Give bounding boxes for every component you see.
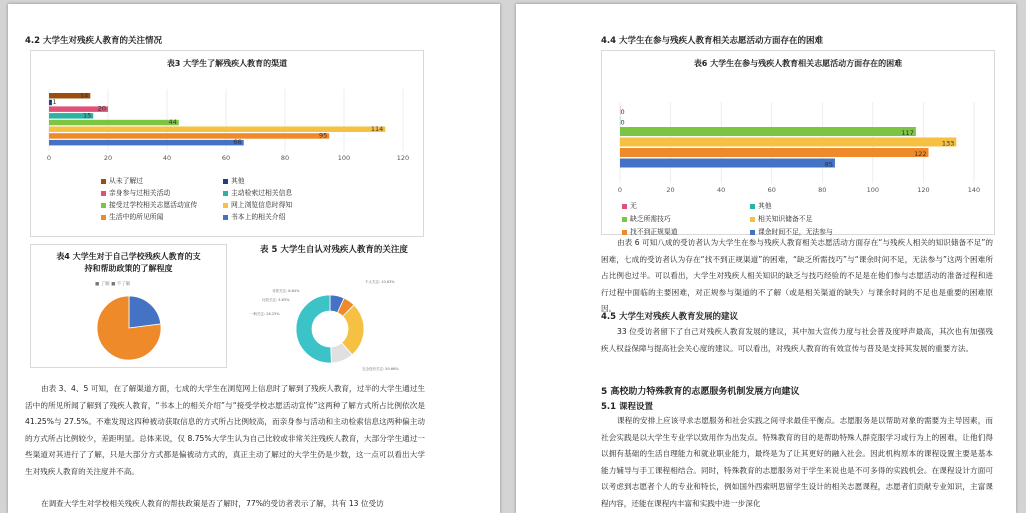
chart6-tick-label: 120 <box>917 186 930 194</box>
body-paragraph-1: 由表 3、4、5 可知，在了解渠道方面，七成的大学生在浏览网上信息时了解到了残疾人教育，过半的大学生通过生活中的所见所闻了解到了残疾人教育，“书本上的相关介绍”与“接受学校志愿活动宣传”这两种了解方式所占比例依次是 41.25%与 27.5%。不难发现这四种被动获取信息的方式所占比例较高，而亲身参与活动和主动检索信息这两种偏主动的方式所占比例较少，差距明显。总体来说，仅 8.75%大学生认为自己比较或非常关注残疾人教育，大部分学生通过一些渠道对其进行了了解，只是大部分方式都是偏被动方式的，真正主动了解过的大学生仍是少数，这一点可以看出大学生对残疾人教育的关注度并不高。 <box>25 384 425 476</box>
chart4-box <box>30 244 227 368</box>
chart5-label-1: 比较关注: 5.63% <box>262 298 290 302</box>
chart3-data-label: 15 <box>82 111 92 120</box>
chart6-tick-label: 60 <box>767 186 776 194</box>
chart3-box <box>30 50 424 237</box>
chart3-legend-label: 网上浏览信息时得知 <box>231 201 293 209</box>
chart3-legend-swatch <box>101 179 106 184</box>
chart3-legend-item <box>101 211 163 221</box>
chart6-legend-swatch <box>750 217 755 222</box>
chart3-bar <box>49 140 244 146</box>
chart6-legend-item <box>622 213 671 223</box>
chart3-bar <box>49 120 179 126</box>
chart6-tick-label: 100 <box>866 186 880 194</box>
chart3-title: 表3 大学生了解残疾人教育的渠道 <box>166 59 288 68</box>
chart5-label-2: 一般关注: 26.25% <box>250 312 280 316</box>
paragraph-5-1: 课程的安排上应该寻求志愿服务和社会实践之间寻求最佳平衡点。志愿服务是以帮助对象的需要为主导因素，而社会实践是以大学生专业学以致用作为出发点。特殊教育的目的是帮助特殊人群克服学习或行为上的困难，让他们得以拥有基础的生活自理能力和就业职业能力，最终是为了让其更好的融入社会。因此机构原本的课程设置主要是基本能力辅导与手工课程相结合。同时，特殊教育的志愿服务对于学生来说也是不可多得的实践机会。在课程设计方面可以考虑到志愿者个人的专业和特长，例如国外西索明思留学生设计的相关志愿课程，志愿者们贡献专业知识，主富课程内容，还能在课程内丰富和实践中进一步深化 <box>601 416 993 508</box>
chart3-tick-label: 100 <box>337 154 351 162</box>
chart5-box <box>230 244 420 379</box>
chart6-legend-label: 其他 <box>758 202 772 210</box>
chart3-legend-item <box>223 187 292 197</box>
chart3-tick-label: 80 <box>280 154 290 162</box>
body-paragraph-2: 在调查大学生对学校相关残疾人教育的帮扶政策是否了解时，77%的受访者表示了解，共有 13 位受访 <box>41 499 384 508</box>
chart3-legend-swatch <box>223 179 228 184</box>
chart3-legend-item <box>101 187 170 197</box>
chart3-data-label: 95 <box>318 131 328 140</box>
chart3-legend-label: 书本上的相关介绍 <box>231 213 286 221</box>
chart6-data-label: 133 <box>941 139 955 148</box>
chart6-legend-label: 找不到正规渠道 <box>630 228 678 236</box>
chart6-legend-label: 相关知识储备不足 <box>758 215 813 223</box>
chart4-slice <box>129 296 161 328</box>
chart3-legend-label: 其他 <box>231 177 245 185</box>
chart3-legend-swatch <box>223 203 228 208</box>
section-heading-5: 5 高校助力特殊教育的志愿服务机制发展方向建议 <box>601 387 800 397</box>
chart3-legend-swatch <box>101 191 106 196</box>
chart3-legend-label: 接受过学校相关志愿活动宣传 <box>109 201 198 209</box>
chart3-legend-item <box>223 175 245 185</box>
section-heading-4-5: 4.5 大学生对残疾人教育发展的建议 <box>601 312 739 322</box>
chart3-tick-label: 60 <box>221 154 231 162</box>
chart3-legend-item <box>223 199 292 209</box>
chart3-tick-label: 0 <box>46 154 52 162</box>
chart6-data-label: 117 <box>901 128 914 137</box>
chart3-legend-label: 主动检索过相关信息 <box>231 189 293 197</box>
paragraph-4-4: 由表 6 可知八成的受访者认为大学生在参与残疾人教育相关志愿活动方面存在“与残疾人相关的知识储备不足”的困难，七成的受访者认为存在“找不到正规渠道”的困难，“缺乏所需技巧”与“课余时间不足，无法参与”这两个困难所占比例也过半。可以看出，大学生对残疾人相关知识的缺乏与技巧经验的不足是在他们参与志愿活动的准备过程和进行过程中面临的主要困难，对正规参与渠道的不了解（或是相关渠道的缺失）与课余时间的不足也是重要的困难原因。 <box>601 238 993 313</box>
chart4-legend: ■ 了解 ■ 不了解 <box>95 282 131 287</box>
chart3-data-label: 1 <box>52 98 57 106</box>
chart3-bar <box>49 133 329 139</box>
chart3-legend-item <box>223 211 285 221</box>
right-page <box>516 4 1016 513</box>
chart6-plot <box>602 51 994 234</box>
chart6-tick-label: 140 <box>967 186 981 194</box>
chart6-legend-label: 无 <box>630 202 637 210</box>
chart3-tick-label: 40 <box>162 154 172 162</box>
chart6-box <box>601 50 995 235</box>
paragraph-4-5: 33 位受访者留下了自己对残疾人教育发展的建议，其中加大宣传力度与社会普及度呼声最高，其次也有加强残疾人权益保障与提高社会关心度的建议。可以看出，对残疾人教育的有效宣传与普及是支持其发展的重要方法。 <box>601 327 993 353</box>
chart3-legend-swatch <box>101 203 106 208</box>
chart3-legend-swatch <box>223 191 228 196</box>
chart6-data-label: 0 <box>620 107 625 116</box>
chart3-data-label: 66 <box>233 138 242 147</box>
left-page <box>8 4 500 513</box>
chart6-legend-item <box>750 200 772 210</box>
chart6-tick-label: 0 <box>617 186 623 194</box>
chart6-legend-label: 缺乏所需技巧 <box>630 215 671 223</box>
chart3-legend-item <box>101 175 143 185</box>
chart5-slice <box>296 295 331 363</box>
chart5-label-3: 不太关注: 10.63% <box>365 280 395 284</box>
chart3-legend-label: 生活中的所见所闻 <box>109 213 164 221</box>
section-heading-5-1: 5.1 课程设置 <box>601 402 654 412</box>
chart3-tick-label: 120 <box>396 154 410 162</box>
section-heading-4-2: 4.2 大学生对残疾人教育的关注情况 <box>25 36 163 46</box>
chart5-title: 表 5 大学生自认对残疾人教育的关注度 <box>260 245 408 255</box>
chart5-label-4: 完全没有关注: 50.66% <box>362 367 399 371</box>
chart6-tick-label: 20 <box>666 186 675 194</box>
chart3-tick-label: 20 <box>103 154 113 162</box>
chart6-legend-item <box>622 200 637 210</box>
chart3-data-label: 14 <box>80 91 89 100</box>
chart5-label-0: 非常关注: 6.84% <box>272 289 300 293</box>
chart6-legend-swatch <box>750 230 755 235</box>
chart3-data-label: 20 <box>97 104 106 113</box>
chart6-data-label: 85 <box>824 160 833 169</box>
chart6-data-label: 122 <box>914 149 927 158</box>
chart6-title: 表6 大学生在参与残疾人教育相关志愿活动方面存在的困难 <box>693 59 903 68</box>
chart6-legend-label: 课余时间不足，无法参与 <box>758 228 833 236</box>
chart6-legend-swatch <box>622 204 627 209</box>
chart3-data-label: 114 <box>370 124 384 133</box>
chart3-legend-swatch <box>101 215 106 220</box>
chart6-bar <box>620 127 916 136</box>
chart6-legend-item <box>750 213 812 223</box>
chart6-bar <box>620 138 956 147</box>
chart6-legend-swatch <box>622 230 627 235</box>
chart6-data-label: 0 <box>620 118 625 127</box>
chart3-data-label: 44 <box>168 118 177 127</box>
chart3-bar <box>49 124 385 133</box>
chart6-tick-label: 40 <box>717 186 726 194</box>
chart4-title: 表4 大学生对于自己学校残疾人教育的支持和帮助政策的了解程度 <box>56 252 201 273</box>
chart6-bar <box>620 159 835 168</box>
chart6-legend-swatch <box>750 204 755 209</box>
chart4-plot <box>31 245 226 367</box>
chart3-legend-swatch <box>223 215 228 220</box>
chart3-legend-label: 从未了解过 <box>109 177 143 185</box>
chart6-tick-label: 80 <box>818 186 827 194</box>
section-heading-4-4: 4.4 大学生在参与残疾人教育相关志愿活动方面存在的困难 <box>601 36 824 46</box>
chart3-legend-label: 亲身参与过相关活动 <box>109 189 171 197</box>
chart6-bar <box>620 148 928 157</box>
chart3-legend-item <box>101 199 197 209</box>
chart6-legend-swatch <box>622 217 627 222</box>
